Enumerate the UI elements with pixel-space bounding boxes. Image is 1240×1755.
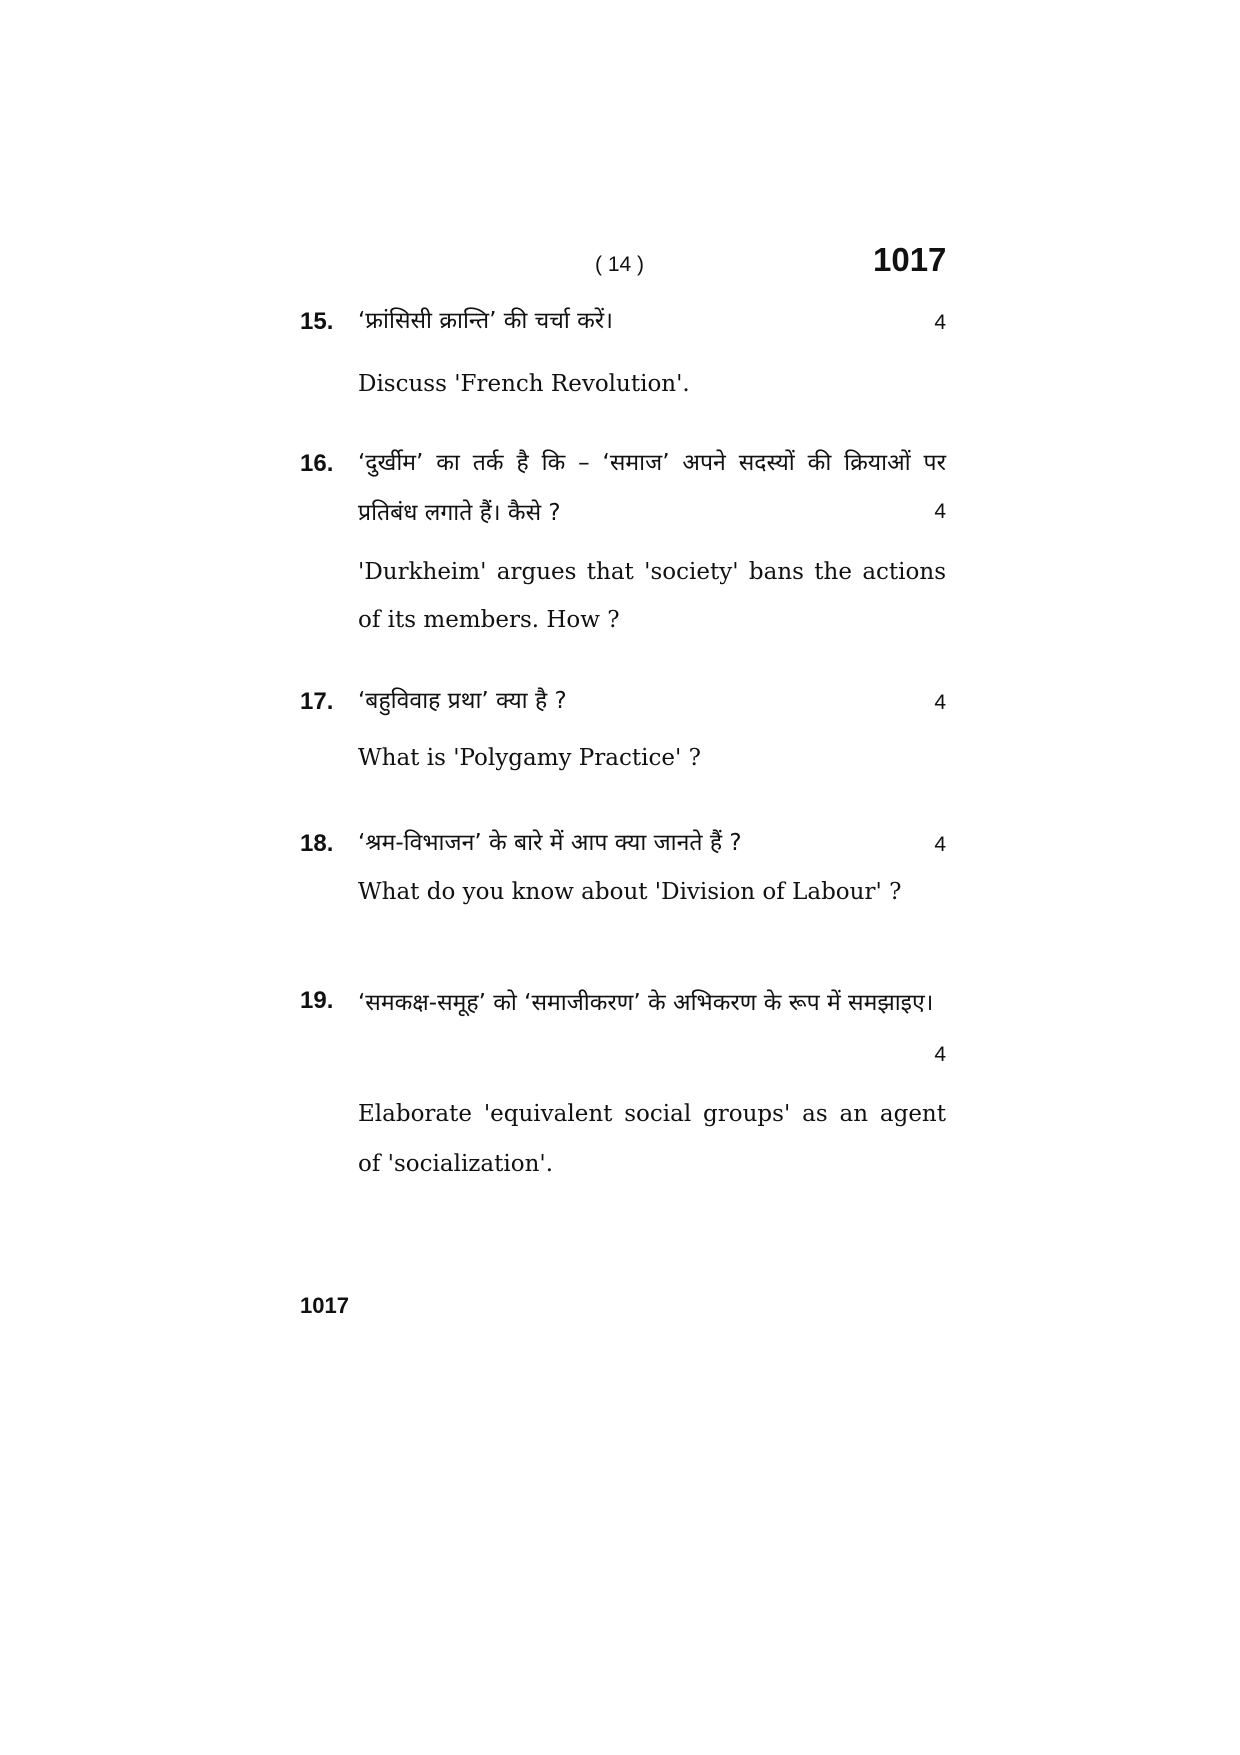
question-hindi: ‘बहुविवाह प्रथा’ क्या है ? (358, 688, 567, 714)
question-number: 16. (300, 450, 334, 477)
question-number: 15. (300, 308, 334, 335)
question-hindi: ‘फ्रांसिसी क्रान्ति’ की चर्चा करें। (358, 308, 613, 334)
question-marks: 4 (934, 1043, 946, 1066)
question-marks: 4 (934, 691, 946, 714)
question-english: What do you know about 'Division of Labour' ? (358, 879, 902, 905)
question-hindi: ‘दुर्खीम’ का तर्क है कि – ‘समाज’ अपने सदस्यों की क्रियाओं पर प्रतिबंध लगाते हैं। कैसे ? (358, 450, 946, 526)
question-hindi: ‘समकक्ष-समूह’ को ‘समाजीकरण’ के अभिकरण के रूप में समझाइए। (358, 990, 934, 1016)
paper-code-footer: 1017 (300, 1293, 349, 1318)
question-marks: 4 (934, 833, 946, 856)
page-number: ( 14 ) (595, 253, 645, 276)
question-english: 'Durkheim' argues that 'society' bans the actions of its members. How ? (358, 559, 946, 633)
paper-code-header: 1017 (873, 241, 947, 278)
question-english: Elaborate 'equivalent social groups' as an agent of 'socialization'. (358, 1101, 946, 1177)
question-marks: 4 (934, 500, 946, 523)
question-hindi: ‘श्रम-विभाजन’ के बारे में आप क्या जानते हैं ? (358, 830, 742, 856)
question-number: 19. (300, 987, 334, 1014)
question-english: Discuss 'French Revolution'. (358, 371, 690, 397)
question-marks: 4 (934, 311, 946, 334)
question-number: 18. (300, 830, 334, 857)
question-english: What is 'Polygamy Practice' ? (358, 745, 701, 771)
question-number: 17. (300, 688, 334, 715)
